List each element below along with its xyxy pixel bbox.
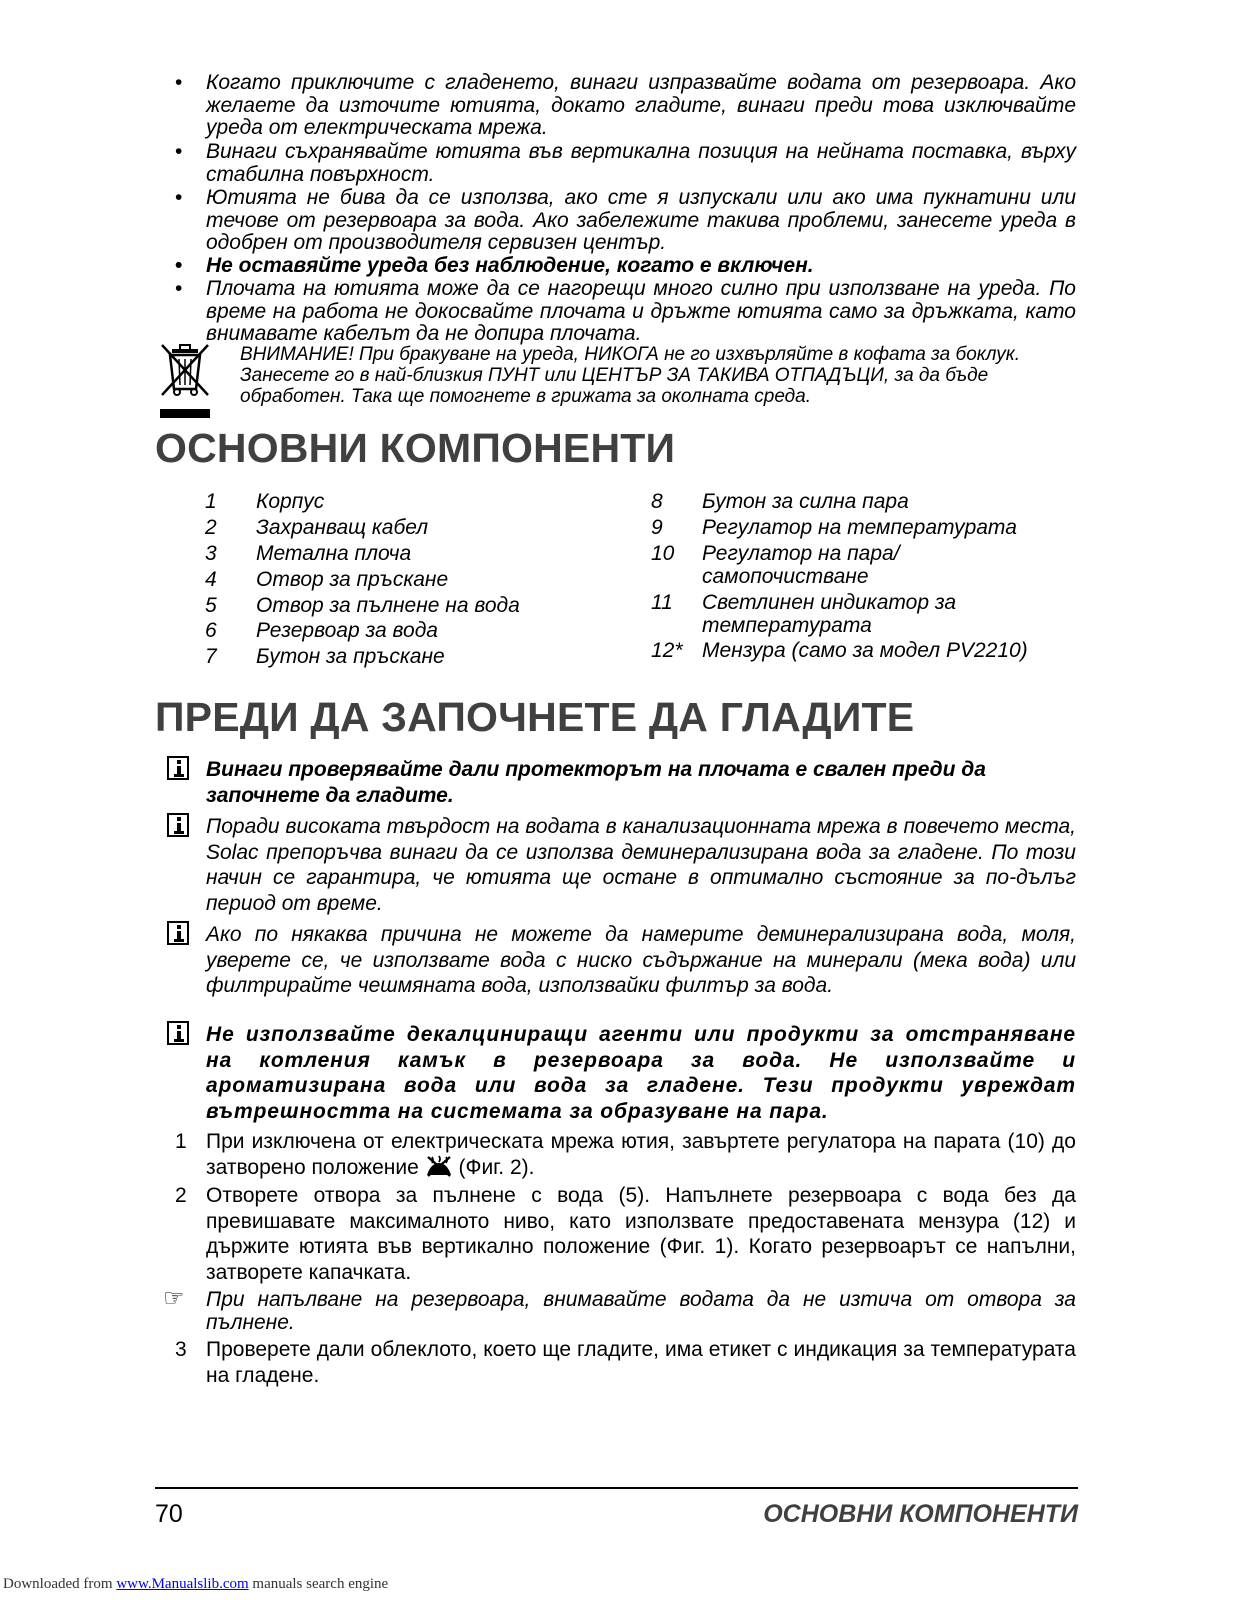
info-icon: [167, 756, 189, 780]
bullet-item: Когато приключите с гладенето, винаги изпразвайте водата от резервоара. Ако желаете да източите ютията, докато гладите, винаги преди това изключвайте уреда от електрическата мрежа.: [206, 71, 1076, 139]
section-title-main-components: ОСНОВНИ КОМПОНЕНТИ: [155, 425, 676, 471]
component-label: Резервоар за вода: [256, 619, 438, 642]
info-note: Ако по някаква причина не можете да намерите деминерализирана вода, моля, уверете се, че използвате вода с ниско съдържание на минерали (мека вода) или филтрирайте чешмяната вода, използвайки филтър за вода.: [206, 923, 1076, 997]
bullet-marker: •: [175, 140, 183, 163]
component-number: 11: [651, 591, 673, 614]
manualslib-link[interactable]: www.Manualslib.com: [116, 1576, 249, 1592]
step-number: 3: [175, 1338, 187, 1361]
step-number: 1: [175, 1130, 187, 1153]
download-line: [3, 1576, 388, 1593]
component-number: 4: [205, 568, 217, 591]
component-number: 5: [205, 594, 217, 617]
component-number: 12*: [651, 639, 683, 662]
download-suffix: manuals search engine: [252, 1576, 389, 1592]
component-number: 7: [205, 645, 217, 668]
info-note: Винаги проверявайте дали протекторът на плочата е свален преди да започнете да гладите.: [206, 758, 986, 807]
component-number: 8: [651, 490, 663, 513]
component-number: 1: [205, 490, 217, 513]
footer-section-title: ОСНОВНИ КОМПОНЕНТИ: [763, 1500, 1078, 1528]
component-label: Светлинен индикатор за: [702, 591, 957, 614]
component-label-continued: температурата: [702, 614, 872, 637]
info-icon: [167, 921, 189, 945]
pointing-hand-icon: ☞: [163, 1285, 185, 1312]
section-title-before-ironing: ПРЕДИ ДА ЗАПОЧНЕТЕ ДА ГЛАДИТЕ: [155, 694, 915, 740]
bullet-marker: •: [175, 254, 183, 277]
component-label: Метална плоча: [256, 542, 412, 565]
disposal-warning: ВНИМАНИЕ! При бракуване на уреда, НИКОГА не го изхвърляйте в кофата за боклук. Занесете го в най-близкия ПУНТ или ЦЕНТЪР ЗА ТАКИВА ОТПАДЪЦИ, за да бъде обработен. Така ще помогнете в грижата за околната среда.: [240, 344, 1020, 407]
component-label: Регулатор на пара/: [702, 542, 900, 565]
info-icon: [167, 1021, 189, 1045]
component-label: Отвор за пръскане: [256, 568, 449, 591]
component-label: Корпус: [256, 490, 325, 513]
component-label: Мензура (само за модел PV2210): [702, 639, 1028, 662]
footer-divider: [155, 1487, 1078, 1489]
bullet-marker: •: [175, 277, 183, 300]
bullet-marker: •: [175, 71, 183, 94]
bullet-item-bold: Не оставяйте уреда без наблюдение, когато е включен.: [206, 254, 814, 277]
bullet-item: Ютията не бива да се използва, ако сте я изпускали или ако има пукнатини или течове от резервоара за вода. Ако забележите такива проблеми, занесете уреда в одобрен от производителя сервизен център.: [206, 186, 1076, 254]
crossed-out-bin-icon: [158, 341, 216, 421]
step-text: [206, 1129, 1076, 1180]
info-note: Поради високата твърдост на водата в канализационната мрежа в повечето места, Solac препоръчва винаги да се използва деминерализирана вода за гладене. По този начин се гарантира, че ютията ще остане в оптимално състояние за по-дълъг период от време.: [206, 815, 1076, 915]
step-text: Проверете дали облеклото, което ще гладите, има етикет с индикация за температурата на гладене.: [206, 1338, 1076, 1387]
bullet-item: Плочата на ютията може да се нагорещи много силно при използване на уреда. По време на работа не докосвайте плочата и дръжте ютията само за дръжката, като внимавате кабелът да не допира плочата.: [206, 277, 1076, 345]
bullet-item: Винаги съхранявайте ютията във вертикална позиция на нейната поставка, върху стабилна повърхност.: [206, 140, 1076, 186]
component-label: Бутон за пръскане: [256, 645, 445, 668]
page-number: 70: [155, 1500, 183, 1528]
component-number: 9: [651, 516, 663, 539]
info-note-warning: Не използвайте декалциниращи агенти или продукти за отстраняване на котления камък в резервоара за вода. Не използвайте и ароматизирана вода или вода за гладене. Тези продукти увреждат вътрешността на системата за образуване на пара.: [206, 1023, 1076, 1123]
component-number: 6: [205, 619, 217, 642]
component-label: Захранващ кабел: [256, 516, 429, 539]
component-label-continued: самопочистване: [702, 565, 869, 588]
component-number: 3: [205, 542, 217, 565]
download-prefix: Downloaded from: [3, 1576, 113, 1592]
component-label: Регулатор на температурата: [702, 516, 1017, 539]
steam-off-icon: [425, 1155, 453, 1177]
component-label: Бутон за силна пара: [702, 490, 909, 513]
component-number: 10: [651, 542, 675, 565]
component-label: Отвор за пълнене на вода: [256, 594, 520, 617]
step-text: Отворете отвора за пълнене с вода (5). Напълнете резервоара с вода без да превишавате максималното ниво, като използвате предоставената мензура (12) и държите ютията във вертикално положение (Фиг. 1). Когато резервоарът се напълни, затворете капачката.: [206, 1184, 1076, 1284]
component-number: 2: [205, 516, 217, 539]
step-text-part: При изключена от електрическата мрежа ютия, завъртете регулатора на парата (10) до затворено положение: [206, 1130, 1076, 1179]
hint-note: При напълване на резервоара, внимавайте водата да не изтича от отвора за пълнене.: [206, 1288, 1076, 1334]
info-icon: [167, 813, 189, 837]
step-text-part: (Фиг. 2).: [458, 1155, 535, 1179]
step-number: 2: [175, 1184, 187, 1207]
bullet-marker: •: [175, 186, 183, 209]
